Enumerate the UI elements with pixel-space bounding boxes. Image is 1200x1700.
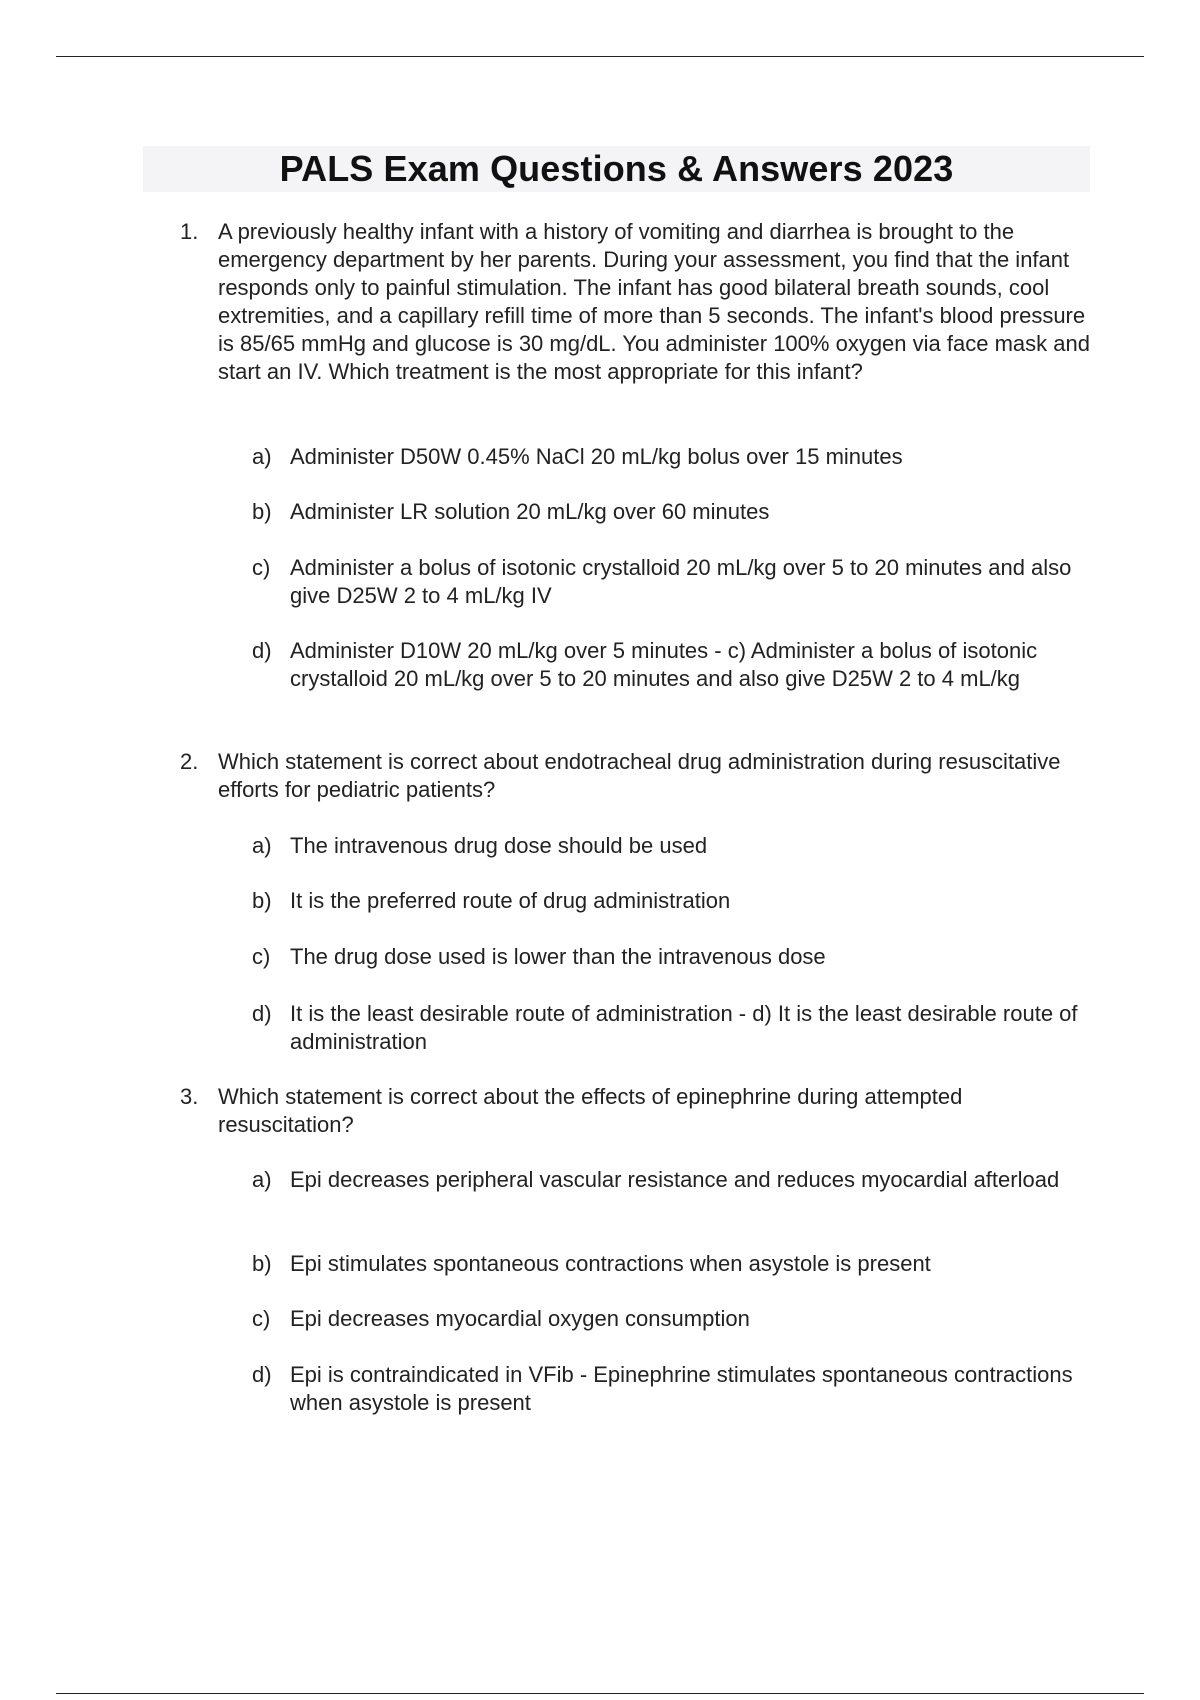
option-2c: [252, 943, 1092, 971]
option-text: It is the preferred route of drug administration: [290, 888, 731, 913]
option-letter: a): [252, 833, 272, 858]
option-1d: [252, 637, 1092, 693]
option-text: The intravenous drug dose should be used: [290, 833, 708, 858]
option-letter: c): [252, 944, 271, 969]
option-text: Epi stimulates spontaneous contractions when asystole is present: [290, 1251, 931, 1276]
question-text: Which statement is correct about endotracheal drug administration during resuscitative efforts for pediatric patients?: [218, 749, 1061, 802]
option-text: Administer D10W 20 mL/kg over 5 minutes - c) Administer a bolus of isotonic crystalloid 20 mL/kg over 5 to 20 minutes and also give D25W 2 to 4 mL/kg: [290, 638, 1038, 691]
option-3c: [252, 1305, 1092, 1333]
option-letter: b): [252, 499, 272, 524]
option-3a: [252, 1166, 1092, 1194]
option-1c: [252, 554, 1092, 610]
option-letter: c): [252, 1306, 271, 1331]
question-number: 2.: [180, 749, 199, 774]
option-text: It is the least desirable route of administration - d) It is the least desirable route of administration: [290, 1001, 1078, 1054]
option-letter: a): [252, 1167, 272, 1192]
bottom-rule: [56, 1693, 1144, 1694]
option-text: Administer LR solution 20 mL/kg over 60 minutes: [290, 499, 770, 524]
option-3b: [252, 1250, 1092, 1278]
option-letter: d): [252, 1001, 272, 1026]
title-band: [143, 146, 1090, 192]
top-rule: [56, 56, 1144, 57]
option-1b: [252, 498, 1092, 526]
question-2: [180, 748, 1100, 804]
option-text: The drug dose used is lower than the intravenous dose: [290, 944, 826, 969]
option-letter: d): [252, 1362, 272, 1387]
option-2b: [252, 887, 1092, 915]
option-2d: [252, 1000, 1092, 1056]
option-letter: a): [252, 444, 272, 469]
question-number: 3.: [180, 1084, 199, 1109]
document-title: PALS Exam Questions & Answers 2023: [279, 148, 954, 189]
question-text: Which statement is correct about the effects of epinephrine during attempted resuscitation?: [218, 1084, 963, 1137]
option-letter: b): [252, 1251, 272, 1276]
option-1a: [252, 443, 1092, 471]
option-3d: [252, 1361, 1092, 1417]
option-text: Administer a bolus of isotonic crystalloid 20 mL/kg over 5 to 20 minutes and also give D25W 2 to 4 mL/kg IV: [290, 555, 1072, 608]
option-text: Administer D50W 0.45% NaCl 20 mL/kg bolus over 15 minutes: [290, 444, 903, 469]
option-letter: d): [252, 638, 272, 663]
question-text: A previously healthy infant with a history of vomiting and diarrhea is brought to the emergency department by her parents. During your assessment, you find that the infant responds only to painful stimulation. The infant has good bilateral breath sounds, cool extremities, and a capillary refill time of more than 5 seconds. The infant's blood pressure is 85/65 mmHg and glucose is 30 mg/dL. You administer 100% oxygen via face mask and start an IV. Which treatment is the most appropriate for this infant?: [218, 219, 1090, 384]
question-3: [180, 1083, 1100, 1139]
option-letter: c): [252, 555, 271, 580]
option-text: Epi is contraindicated in VFib - Epinephrine stimulates spontaneous contractions when asystole is present: [290, 1362, 1073, 1415]
option-text: Epi decreases peripheral vascular resistance and reduces myocardial afterload: [290, 1167, 1060, 1192]
question-1: [180, 218, 1100, 386]
option-text: Epi decreases myocardial oxygen consumption: [290, 1306, 750, 1331]
question-number: 1.: [180, 219, 199, 244]
option-2a: [252, 832, 1092, 860]
option-letter: b): [252, 888, 272, 913]
